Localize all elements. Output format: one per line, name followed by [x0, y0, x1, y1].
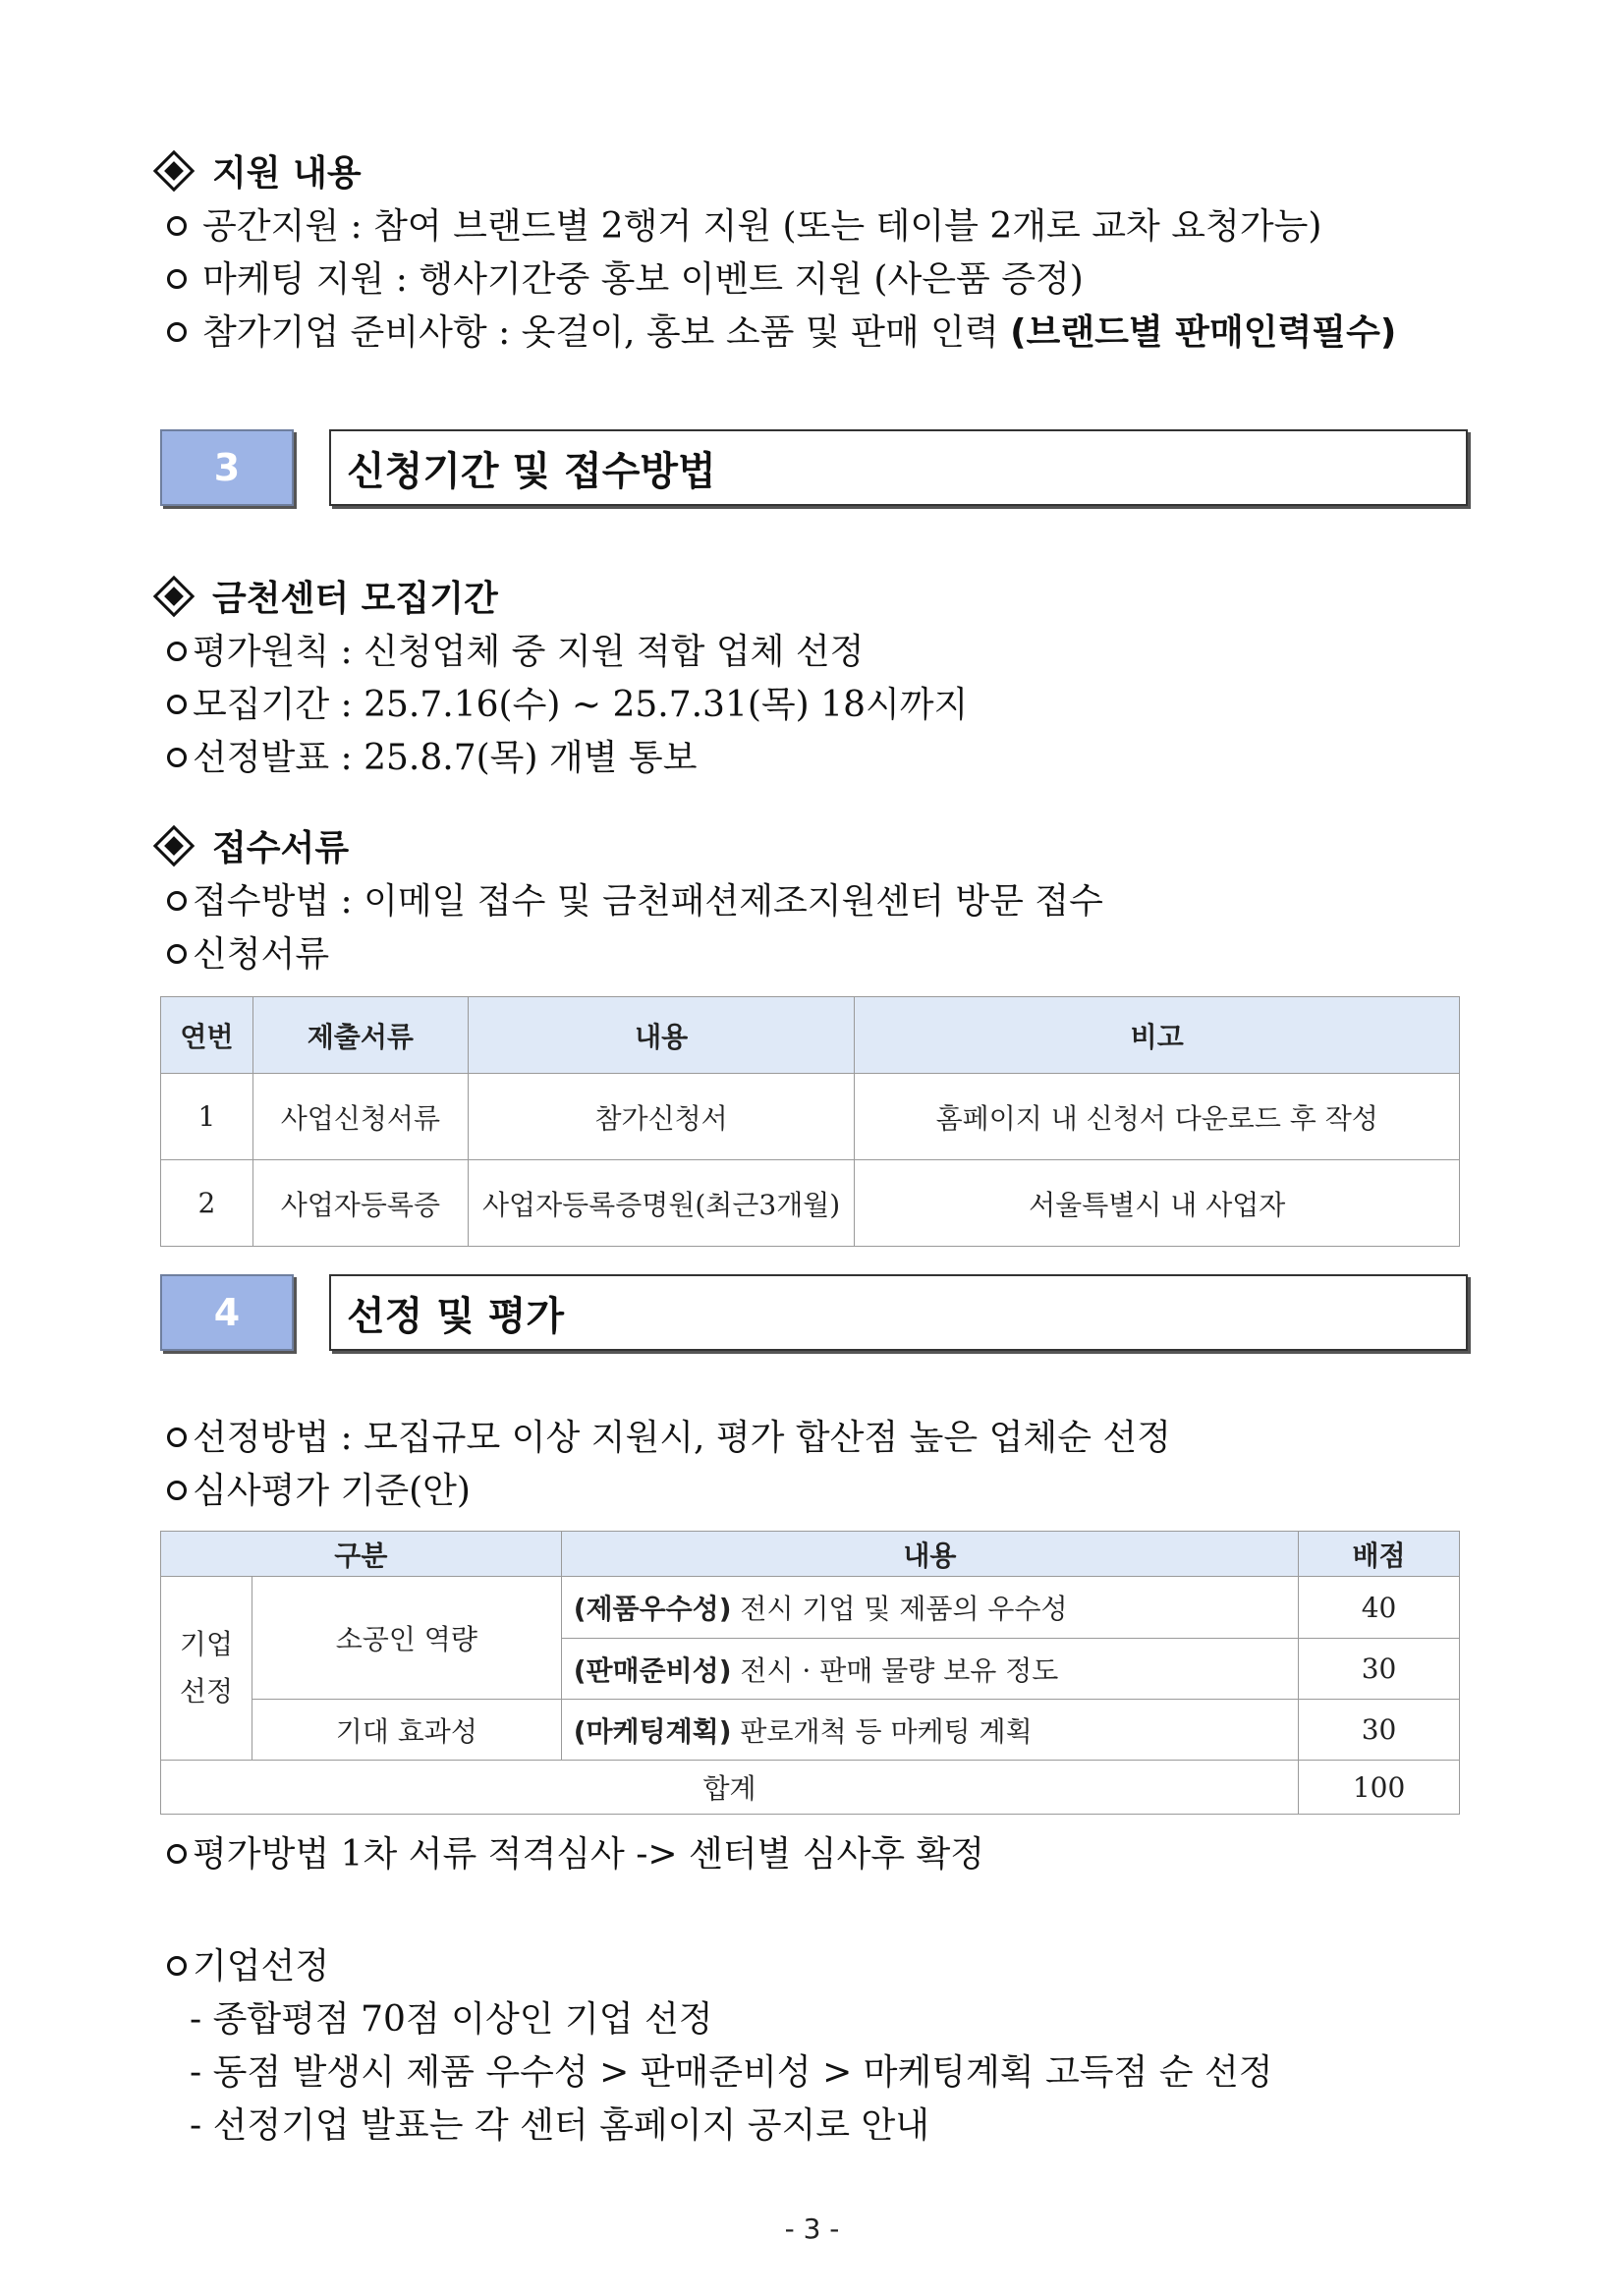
table-header-row	[161, 1532, 1460, 1577]
selection-method: 선정방법 : 모집규모 이상 지원시, 평가 합산점 높은 업체순 선정	[167, 1417, 1171, 1460]
table-cell: 사업자등록증명원(최근3개월)	[468, 1160, 855, 1247]
table-total-row	[161, 1761, 1460, 1815]
eval-table	[160, 1531, 1460, 1815]
circle-bullet-icon	[167, 695, 187, 714]
total-score: 100	[1299, 1761, 1460, 1815]
circle-bullet-icon	[167, 891, 187, 911]
diamond-bullet-icon	[153, 576, 195, 617]
support-item-1: 공간지원 : 참여 브랜드별 2행거 지원 (또는 테이블 2개로 교차 요청가능)	[167, 205, 1321, 249]
support-heading: 지원 내용	[159, 152, 362, 196]
eval-criteria-label: 심사평가 기준(안)	[167, 1470, 471, 1513]
circle-bullet-icon	[167, 642, 187, 661]
table-row	[161, 1700, 1460, 1761]
circle-bullet-icon	[167, 269, 187, 289]
col-header: 내용	[561, 1532, 1298, 1577]
recruit-heading: 금천센터 모집기간	[159, 578, 498, 621]
circle-bullet-icon	[167, 944, 187, 964]
circle-bullet-icon	[167, 1481, 187, 1500]
circle-bullet-icon	[167, 322, 187, 342]
score-cell: 30	[1299, 1700, 1460, 1761]
group-cell: 기업 선정	[161, 1577, 252, 1761]
table-row	[161, 1577, 1460, 1639]
criteria-cell: (마케팅계획) 판로개척 등 마케팅 계획	[561, 1700, 1298, 1761]
table-cell: 2	[161, 1160, 253, 1247]
total-label: 합계	[161, 1761, 1299, 1815]
docs-heading: 접수서류	[159, 827, 349, 870]
col-header: 비고	[855, 997, 1460, 1074]
recruit-item-2: 모집기간 : 25.7.16(수) ~ 25.7.31(목) 18시까지	[167, 684, 968, 727]
eval-method: 평가방법 1차 서류 적격심사 -> 센터별 심사후 확정	[167, 1833, 984, 1876]
table-cell: 사업자등록증	[252, 1160, 468, 1247]
docs-item-2: 신청서류	[167, 933, 329, 977]
criteria-cell: (판매준비성) 전시 · 판매 물량 보유 정도	[561, 1639, 1298, 1700]
col-header: 제출서류	[252, 997, 468, 1074]
diamond-bullet-icon	[153, 150, 195, 192]
table-row	[161, 1160, 1460, 1247]
sub-category-cell: 기대 효과성	[252, 1700, 561, 1761]
circle-bullet-icon	[167, 1428, 187, 1447]
docs-item-1: 접수방법 : 이메일 접수 및 금천패션제조지원센터 방문 접수	[167, 880, 1103, 924]
col-header: 배점	[1299, 1532, 1460, 1577]
table-cell: 참가신청서	[468, 1074, 855, 1160]
section-4-title: 선정 및 평가	[329, 1274, 1468, 1351]
table-cell: 1	[161, 1074, 253, 1160]
score-cell: 40	[1299, 1577, 1460, 1639]
section-3-number: 3	[160, 429, 294, 506]
circle-bullet-icon	[167, 216, 187, 236]
table-cell: 홈페이지 내 신청서 다운로드 후 작성	[855, 1074, 1460, 1160]
selection-heading: 기업선정	[167, 1945, 329, 1988]
score-cell: 30	[1299, 1639, 1460, 1700]
circle-bullet-icon	[167, 1956, 187, 1976]
docs-table	[160, 996, 1460, 1247]
sub-category-cell: 소공인 역량	[252, 1577, 561, 1700]
circle-bullet-icon	[167, 1844, 187, 1864]
recruit-item-1: 평가원칙 : 신청업체 중 지원 적합 업체 선정	[167, 631, 864, 674]
table-cell: 사업신청서류	[252, 1074, 468, 1160]
col-header: 구분	[161, 1532, 562, 1577]
selection-item: - 종합평점 70점 이상인 기업 선정	[190, 1999, 713, 2040]
recruit-item-3: 선정발표 : 25.8.7(목) 개별 통보	[167, 737, 697, 780]
selection-item: - 선정기업 발표는 각 센터 홈페이지 공지로 안내	[190, 2105, 930, 2146]
table-header-row	[161, 997, 1460, 1074]
page-number: - 3 -	[784, 2212, 840, 2245]
selection-item: - 동점 발생시 제품 우수성 > 판매준비성 > 마케팅계획 고득점 순 선정	[190, 2052, 1273, 2093]
table-row	[161, 1074, 1460, 1160]
section-4-number: 4	[160, 1274, 294, 1351]
circle-bullet-icon	[167, 748, 187, 767]
col-header: 연번	[161, 997, 253, 1074]
section-3-title: 신청기간 및 접수방법	[329, 429, 1468, 506]
diamond-bullet-icon	[153, 825, 195, 867]
table-cell: 서울특별시 내 사업자	[855, 1160, 1460, 1247]
support-item-2: 마케팅 지원 : 행사기간중 홍보 이벤트 지원 (사은품 증정)	[167, 258, 1084, 302]
criteria-cell: (제품우수성) 전시 기업 및 제품의 우수성	[561, 1577, 1298, 1639]
support-item-3: 참가기업 준비사항 : 옷걸이, 홍보 소품 및 판매 인력 (브랜드별 판매인력필수)	[167, 311, 1396, 355]
col-header: 내용	[468, 997, 855, 1074]
